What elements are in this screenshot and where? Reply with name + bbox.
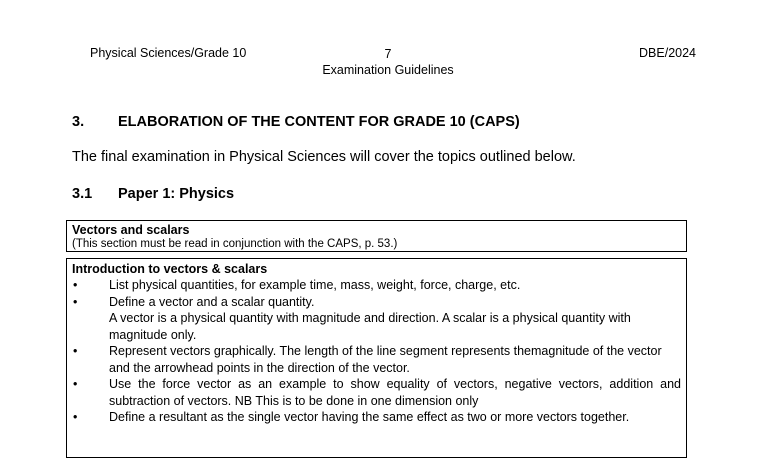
bullet-icon: • (73, 278, 78, 292)
list-item (72, 277, 681, 294)
section-intro: The final examination in Physical Sciences will cover the topics outlined below. (72, 149, 576, 165)
subsection-title: Paper 1: Physics (118, 186, 235, 202)
list-item (72, 376, 681, 409)
bullet-icon: • (73, 344, 78, 358)
list-item (72, 409, 681, 426)
header-code: DBE/2024 (639, 46, 696, 60)
intro-vectors-box (66, 258, 687, 458)
subsection-heading (72, 186, 234, 202)
content-list (72, 277, 681, 426)
header-subject: Physical Sciences/Grade 10 (90, 46, 247, 60)
item-text: Define a vector and a scalar quantity. (109, 294, 315, 309)
bullet-icon: • (73, 377, 78, 391)
item-text: Define a resultant as the single vector having the same effect as two or more vectors together. (109, 410, 630, 424)
list-item (72, 294, 681, 344)
intro-box-title: Introduction to vectors & scalars (72, 262, 268, 276)
vectors-box-title: Vectors and scalars (72, 223, 190, 237)
item-extra: A vector is a physical quantity with magnitude and direction. A scalar is a physical quantity with magnitude only. (109, 311, 631, 342)
section-number: 3. (72, 114, 85, 130)
vectors-scalars-box (66, 220, 687, 252)
page-number: 7 (384, 47, 392, 61)
list-item (72, 343, 681, 376)
section-heading (72, 114, 520, 130)
item-text: Represent vectors graphically. The length of the line segment represents themagnitude of the vector and the arrowhead points in the direction of the vector. (109, 344, 662, 375)
item-text: Use the force vector as an example to show equality of vectors, negative vectors, addition and subtraction of vectors. NB This is to be done in one dimension only (109, 377, 681, 408)
vectors-box-note: (This section must be read in conjunction with the CAPS, p. 53.) (72, 238, 398, 250)
bullet-icon: • (73, 294, 78, 309)
item-text: List physical quantities, for example time, mass, weight, force, charge, etc. (109, 278, 521, 292)
bullet-icon: • (73, 410, 78, 424)
section-title: ELABORATION OF THE CONTENT FOR GRADE 10 (CAPS) (118, 114, 520, 130)
header-subtitle: Examination Guidelines (322, 63, 454, 77)
subsection-number: 3.1 (72, 186, 93, 202)
